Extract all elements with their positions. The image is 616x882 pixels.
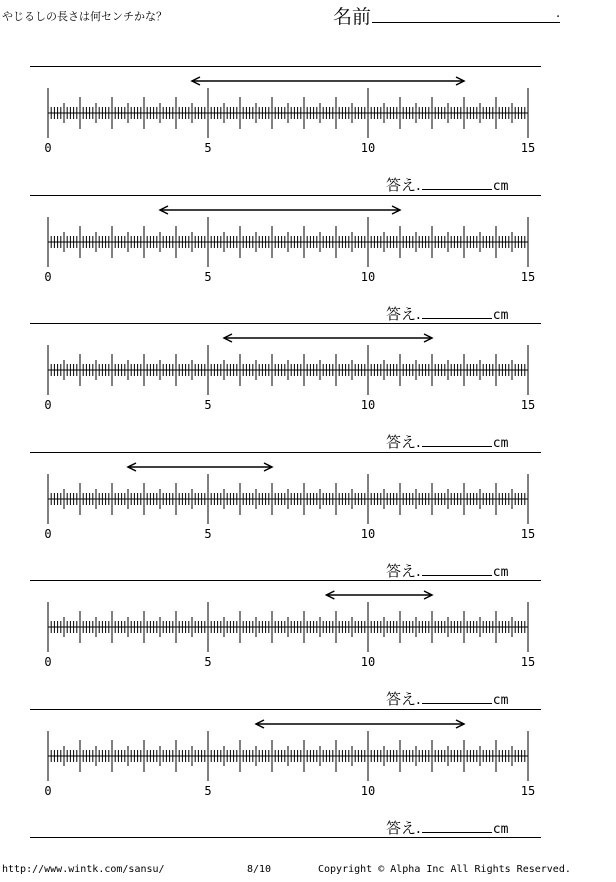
ruler-label: 15 (520, 526, 536, 541)
ruler-label: 0 (44, 655, 52, 669)
ruler-label: 15 (520, 141, 536, 155)
answer-prefix: 答え. (386, 433, 421, 451)
answer-line (386, 303, 508, 324)
name-dot: . (556, 6, 561, 21)
ruler-label: 10 (360, 398, 376, 412)
ruler-problem-1 (0, 66, 616, 196)
ruler-label: 0 (44, 398, 52, 412)
answer-prefix: 答え. (386, 818, 421, 837)
answer-unit: cm (492, 436, 509, 451)
answer-blank[interactable] (422, 820, 492, 833)
ruler-label: 15 (520, 398, 536, 412)
ruler-label: 0 (44, 269, 52, 284)
ruler-label: 5 (204, 783, 212, 798)
ruler-label: 10 (360, 655, 376, 669)
answer-unit: cm (492, 821, 509, 837)
answer-blank[interactable] (422, 306, 492, 319)
ruler-label: 10 (360, 783, 376, 798)
ruler-problem-2 (0, 195, 616, 325)
ruler-label: 10 (360, 526, 376, 541)
ruler-label: 5 (204, 269, 212, 284)
answer-blank[interactable] (422, 563, 492, 576)
ruler-label: 5 (204, 398, 212, 412)
ruler-problem-5 (0, 580, 616, 710)
answer-line (386, 174, 508, 195)
footer-page-number: 8/10 (247, 864, 272, 875)
answer-unit: cm (492, 179, 509, 194)
ruler-label: 15 (520, 269, 536, 284)
answer-prefix: 答え. (386, 176, 421, 194)
answer-line (386, 560, 508, 581)
answer-line (386, 688, 508, 709)
answer-line (386, 817, 508, 838)
answer-prefix: 答え. (386, 561, 421, 580)
answer-unit: cm (492, 307, 509, 323)
footer-url: http://www.wintk.com/sansu/ (2, 864, 165, 875)
ruler-svg (0, 709, 616, 804)
ruler-label: 5 (204, 526, 212, 541)
ruler-label: 0 (44, 141, 52, 155)
answer-blank[interactable] (422, 691, 492, 704)
ruler-problem-4 (0, 452, 616, 582)
answer-line (386, 431, 508, 452)
answer-blank[interactable] (422, 434, 492, 447)
name-field-line[interactable] (372, 22, 560, 23)
ruler-svg (0, 580, 616, 675)
ruler-svg (0, 323, 616, 418)
answer-unit: cm (492, 693, 509, 708)
answer-prefix: 答え. (386, 304, 421, 323)
ruler-svg (0, 452, 616, 547)
ruler-label: 10 (360, 269, 376, 284)
ruler-label: 0 (44, 526, 52, 541)
ruler-label: 15 (520, 783, 536, 798)
ruler-label: 5 (204, 141, 212, 155)
footer-copyright: Copyright © Alpha Inc All Rights Reserved. (318, 864, 571, 875)
ruler-label: 0 (44, 783, 52, 798)
ruler-problem-6 (0, 709, 616, 839)
separator-line (30, 837, 541, 838)
ruler-svg (0, 195, 616, 290)
answer-prefix: 答え. (386, 690, 421, 708)
ruler-label: 15 (520, 655, 536, 669)
answer-blank[interactable] (422, 177, 492, 190)
ruler-label: 5 (204, 655, 212, 669)
answer-unit: cm (492, 564, 509, 580)
worksheet-title: やじるしの長さは何センチかな？ (2, 10, 167, 23)
ruler-svg (0, 66, 616, 161)
name-label: 名前 (333, 6, 372, 28)
ruler-label: 10 (360, 141, 376, 155)
ruler-problem-3 (0, 323, 616, 453)
